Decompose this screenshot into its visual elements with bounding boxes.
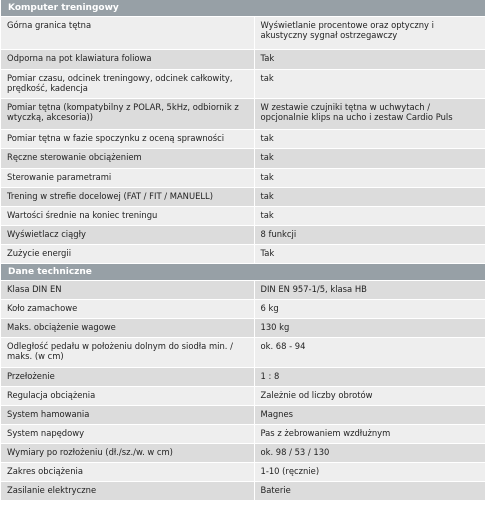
row-label: Pomiar czasu, odcinek treningowy, odcinek całkowity, prędkość, kadencja <box>1 69 254 98</box>
table-row <box>1 244 485 263</box>
row-value: Baterie <box>254 482 485 501</box>
row-label: Zużycie energii <box>1 244 254 263</box>
table-row <box>1 281 485 300</box>
row-label: Odległość pedału w położeniu dolnym do siodła min. / maks. (w cm) <box>1 338 254 368</box>
table-row <box>1 368 485 387</box>
table-row <box>1 148 485 168</box>
table-row <box>1 425 485 444</box>
table-row <box>1 482 485 501</box>
row-value: 130 kg <box>254 319 485 338</box>
row-value: tak <box>254 129 485 148</box>
table-row <box>1 225 485 244</box>
row-value: Magnes <box>254 406 485 425</box>
row-label: Ręczne sterowanie obciążeniem <box>1 148 254 168</box>
row-label: Pomiar tętna w fazie spoczynku z oceną sprawności <box>1 129 254 148</box>
row-value: Wyświetlanie procentowe oraz optyczny i akustyczny sygnał ostrzegawczy <box>254 17 485 49</box>
table-row <box>1 338 485 368</box>
row-label: Koło zamachowe <box>1 300 254 319</box>
row-label: Wyświetlacz ciągły <box>1 225 254 244</box>
table-row <box>1 300 485 319</box>
table-row <box>1 387 485 406</box>
table-row <box>1 319 485 338</box>
table-row <box>1 406 485 425</box>
training-computer-table <box>1 17 485 264</box>
row-value: 1 : 8 <box>254 368 485 387</box>
row-label: Klasa DIN EN <box>1 281 254 300</box>
table-row <box>1 187 485 206</box>
row-label: Maks. obciążenie wagowe <box>1 319 254 338</box>
row-value: tak <box>254 187 485 206</box>
row-label: Wymiary po rozłożeniu (dł./sz./w. w cm) <box>1 444 254 463</box>
table-row <box>1 168 485 187</box>
row-label: Zasilanie elektryczne <box>1 482 254 501</box>
row-label: System hamowania <box>1 406 254 425</box>
row-value: Zależnie od liczby obrotów <box>254 387 485 406</box>
row-value: W zestawie czujniki tętna w uchwytach / opcjonalnie klips na ucho i zestaw Cardio Puls <box>254 98 485 129</box>
technical-data-table <box>1 281 485 502</box>
row-label: Zakres obciążenia <box>1 463 254 482</box>
row-label: Regulacja obciążenia <box>1 387 254 406</box>
row-label: Pomiar tętna (kompatybilny z POLAR, 5kHz, odbiornik z wtyczką, akcesoria)) <box>1 98 254 129</box>
table-row <box>1 206 485 225</box>
row-value: Pas z żebrowaniem wzdłużnym <box>254 425 485 444</box>
row-value: 8 funkcji <box>254 225 485 244</box>
row-value: 1-10 (ręcznie) <box>254 463 485 482</box>
row-value: tak <box>254 148 485 168</box>
row-label: Wartości średnie na koniec treningu <box>1 206 254 225</box>
section-header-technical-data: Dane techniczne <box>1 264 485 281</box>
row-label: Przełożenie <box>1 368 254 387</box>
table-row <box>1 129 485 148</box>
row-value: Tak <box>254 49 485 69</box>
row-label: System napędowy <box>1 425 254 444</box>
row-value: ok. 98 / 53 / 130 <box>254 444 485 463</box>
table-row <box>1 69 485 98</box>
row-label: Sterowanie parametrami <box>1 168 254 187</box>
row-value: Tak <box>254 244 485 263</box>
table-row <box>1 17 485 49</box>
row-value: ok. 68 - 94 <box>254 338 485 368</box>
row-value: tak <box>254 69 485 98</box>
table-row <box>1 98 485 129</box>
row-label: Trening w strefie docelowej (FAT / FIT / MANUELL) <box>1 187 254 206</box>
row-value: tak <box>254 168 485 187</box>
row-value: DIN EN 957-1/5, klasa HB <box>254 281 485 300</box>
table-row <box>1 463 485 482</box>
section-header-training-computer: Komputer treningowy <box>1 0 485 17</box>
table-row <box>1 444 485 463</box>
row-label: Odporna na pot klawiatura foliowa <box>1 49 254 69</box>
row-label: Górna granica tętna <box>1 17 254 49</box>
spec-table <box>1 0 485 501</box>
row-value: tak <box>254 206 485 225</box>
table-row <box>1 49 485 69</box>
row-value: 6 kg <box>254 300 485 319</box>
